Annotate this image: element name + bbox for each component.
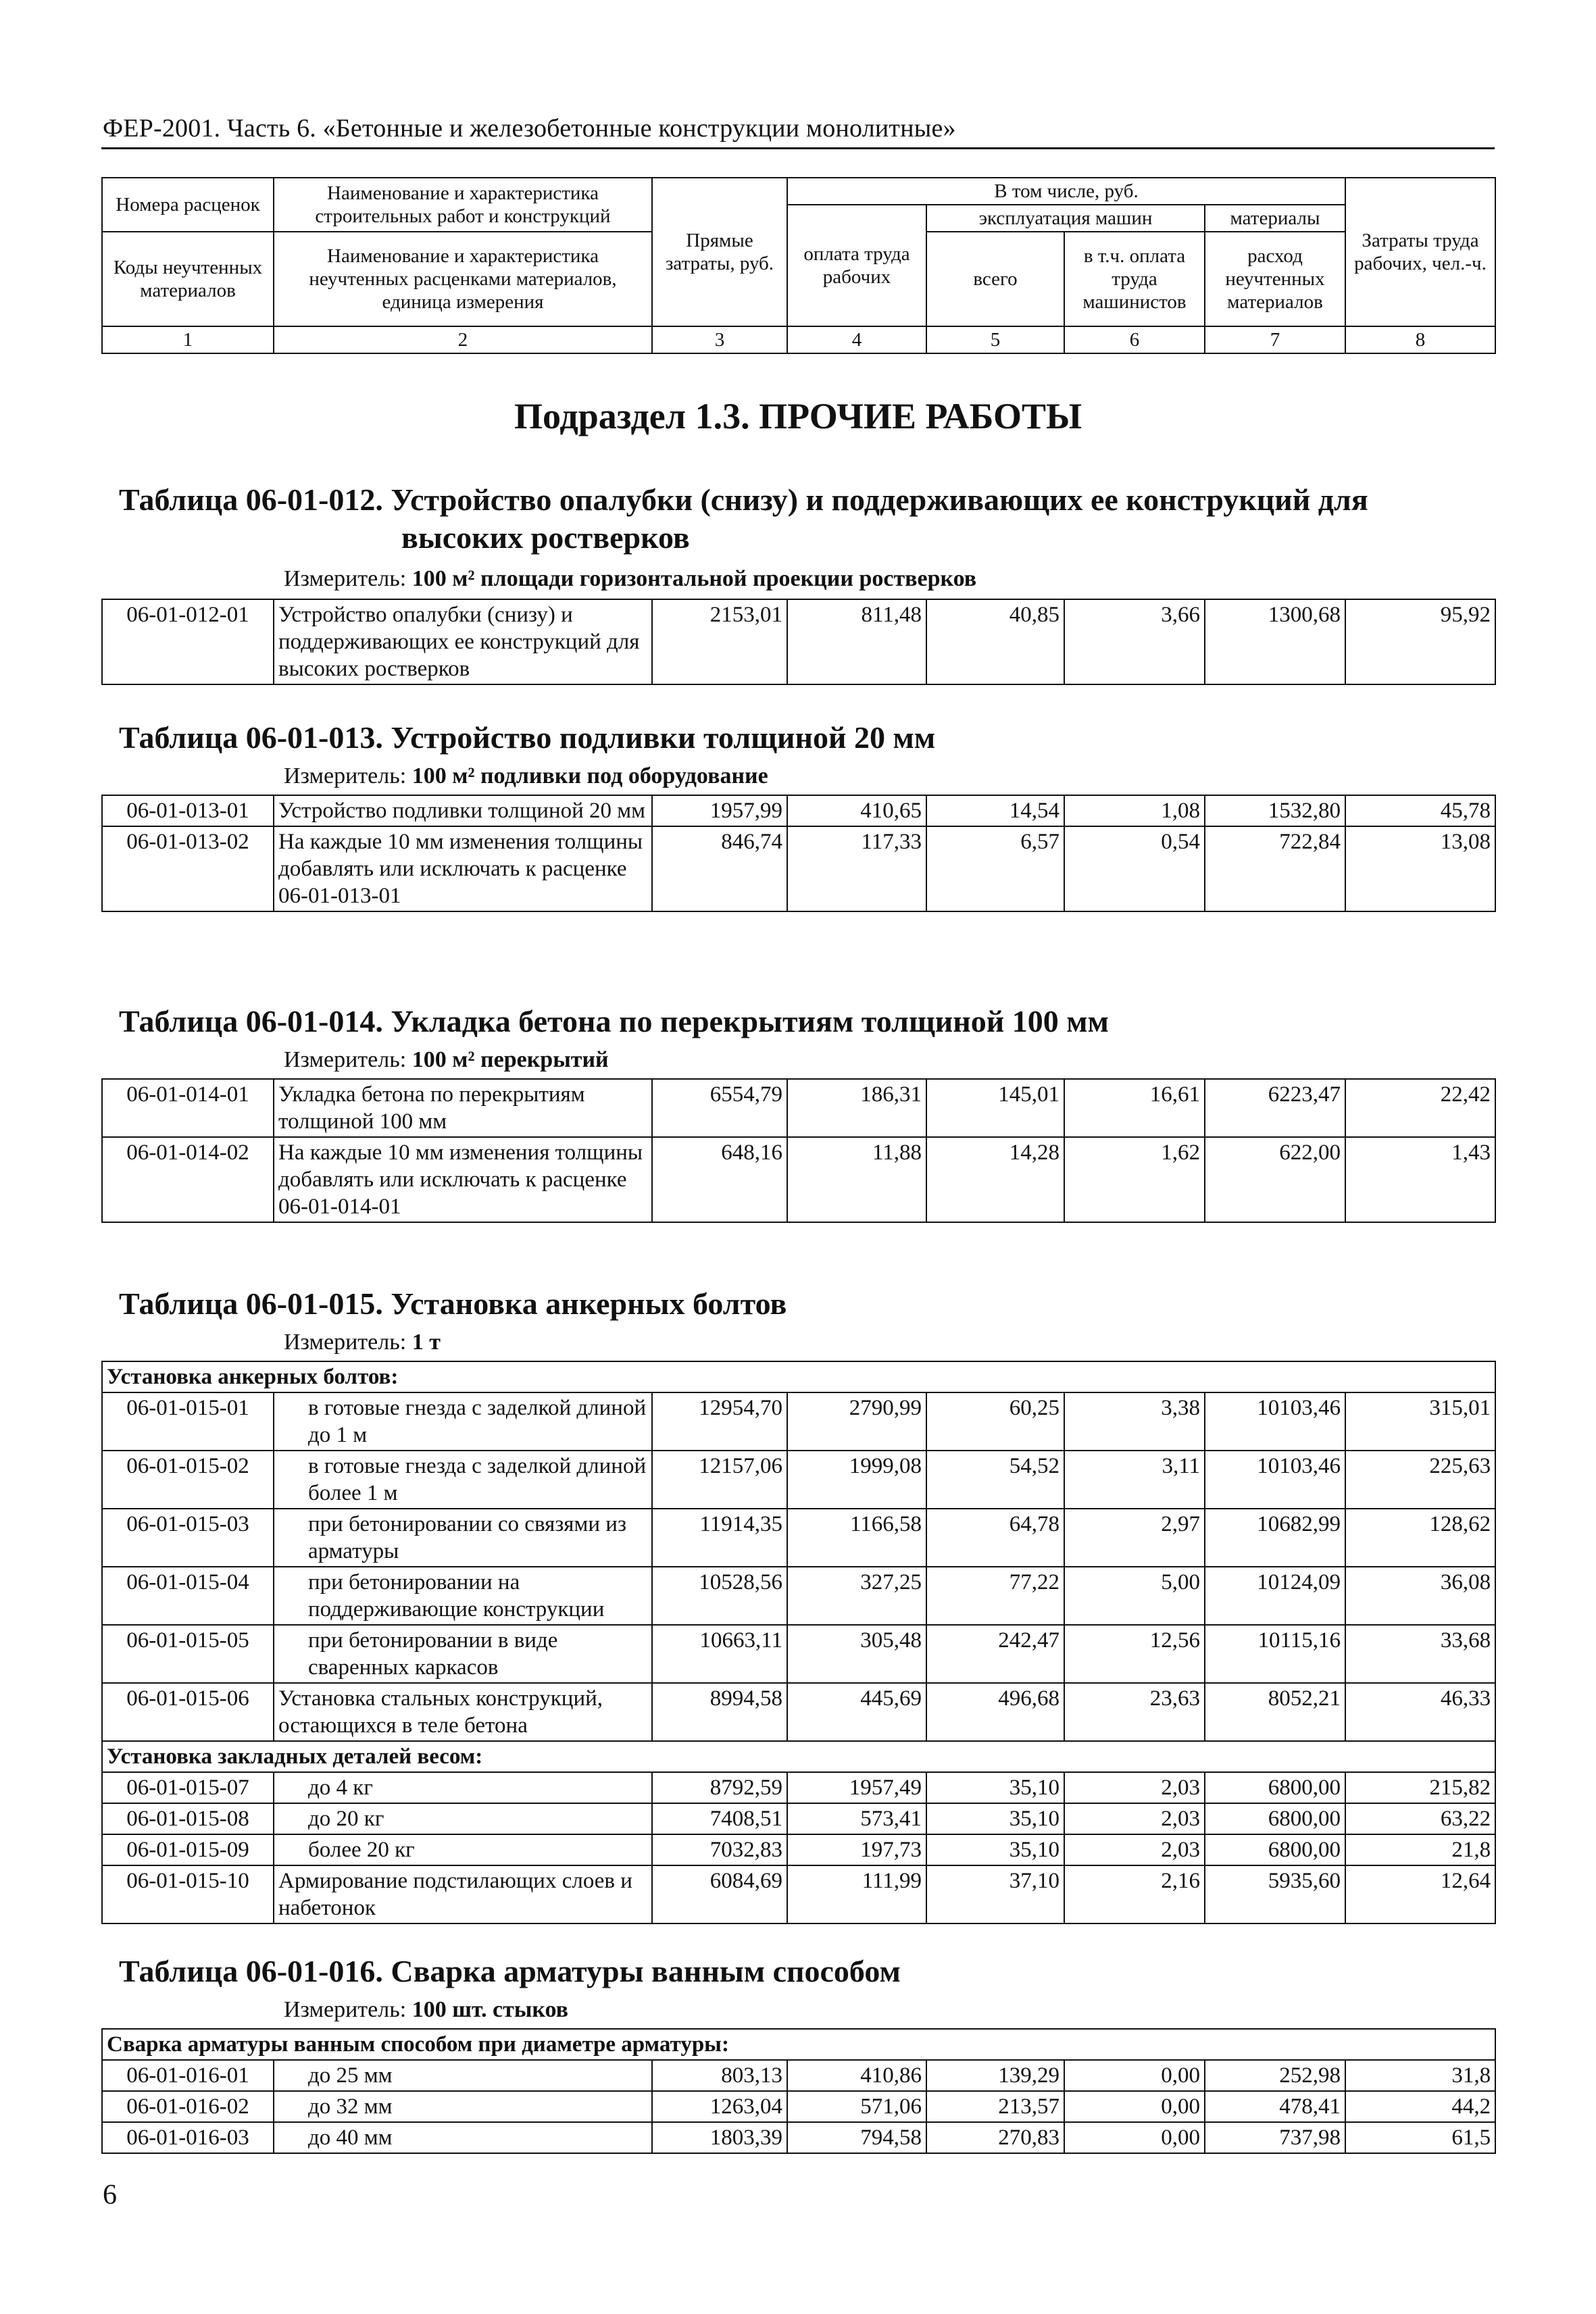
rate-value: 8792,59 xyxy=(652,1772,787,1803)
header-col2-bottom: Наименование и характеристика неучтенных расценками материалов, единица измерения xyxy=(274,232,652,326)
header-col1-bottom: Коды неучтенных материалов xyxy=(102,232,274,326)
rate-value: 197,73 xyxy=(787,1834,926,1865)
rate-code: 06-01-015-03 xyxy=(102,1509,274,1567)
rate-value: 270,83 xyxy=(926,2122,1064,2153)
rate-value: 10682,99 xyxy=(1205,1509,1345,1567)
rate-value: 23,63 xyxy=(1064,1683,1205,1741)
rate-description: На каждые 10 мм изменения толщины добавлять или исключать к расценке 06-01-014-01 xyxy=(274,1137,652,1222)
header-machines: эксплуатация машин xyxy=(926,205,1205,232)
rate-value: 1803,39 xyxy=(652,2122,787,2153)
rate-value: 36,08 xyxy=(1345,1567,1495,1625)
rate-value: 327,25 xyxy=(787,1567,926,1625)
rates-table xyxy=(101,599,1496,685)
table-012 xyxy=(101,599,1495,685)
running-head: ФЕР-2001. Часть 6. «Бетонные и железобетонные конструкции монолитные» xyxy=(103,114,956,143)
rate-value: 11,88 xyxy=(787,1137,926,1222)
table-title-line: высоких ростверков xyxy=(401,520,690,555)
header-col2-top: Наименование и характеристика строительных работ и конструкций xyxy=(274,178,652,232)
page-number: 6 xyxy=(103,2180,117,2211)
rates-table xyxy=(101,2028,1496,2154)
rate-value: 496,68 xyxy=(926,1683,1064,1741)
rate-value: 315,01 xyxy=(1345,1392,1495,1451)
rate-value: 44,2 xyxy=(1345,2091,1495,2122)
rate-value: 2790,99 xyxy=(787,1392,926,1451)
rate-description: Армирование подстилающих слоев и набетонок xyxy=(274,1865,652,1923)
rate-value: 139,29 xyxy=(926,2060,1064,2091)
header-rule xyxy=(101,147,1495,149)
rate-description: Установка стальных конструкций, остающихся в теле бетона xyxy=(274,1683,652,1741)
table-row xyxy=(102,2060,1495,2091)
rate-value: 12,56 xyxy=(1064,1625,1205,1683)
header-group: В том числе, руб. xyxy=(787,178,1345,205)
meter-label: Измеритель: xyxy=(284,1047,407,1072)
rate-value: 0,54 xyxy=(1064,826,1205,911)
rate-value: 571,06 xyxy=(787,2091,926,2122)
table-title-012 xyxy=(119,481,1368,557)
rate-code: 06-01-016-02 xyxy=(102,2091,274,2122)
rates-table xyxy=(101,1361,1496,1924)
table-row xyxy=(102,1625,1495,1683)
rate-value: 213,57 xyxy=(926,2091,1064,2122)
table-row xyxy=(102,1392,1495,1451)
meter-014 xyxy=(284,1047,609,1073)
meter-013 xyxy=(284,763,768,789)
rate-value: 111,99 xyxy=(787,1865,926,1923)
meter-012 xyxy=(284,566,976,592)
table-014 xyxy=(101,1078,1495,1223)
rate-value: 846,74 xyxy=(652,826,787,911)
rate-value: 1,08 xyxy=(1064,795,1205,826)
meter-label: Измеритель: xyxy=(284,566,407,591)
rate-value: 35,10 xyxy=(926,1834,1064,1865)
meter-value: 1 т xyxy=(412,1330,441,1355)
rate-value: 33,68 xyxy=(1345,1625,1495,1683)
rate-value: 35,10 xyxy=(926,1772,1064,1803)
header-col7: расход неучтенных материалов xyxy=(1205,232,1345,326)
table-row xyxy=(102,1834,1495,1865)
rate-value: 305,48 xyxy=(787,1625,926,1683)
table-row xyxy=(102,1683,1495,1741)
rate-description: Устройство подливки толщиной 20 мм xyxy=(274,795,652,826)
rate-code: 06-01-016-01 xyxy=(102,2060,274,2091)
rate-value: 2,03 xyxy=(1064,1772,1205,1803)
rate-value: 40,85 xyxy=(926,599,1064,684)
rate-description: более 20 кг xyxy=(274,1834,652,1865)
rate-value: 6223,47 xyxy=(1205,1079,1345,1137)
rate-value: 8052,21 xyxy=(1205,1683,1345,1741)
column-header-table xyxy=(101,177,1496,354)
rate-code: 06-01-015-05 xyxy=(102,1625,274,1683)
rate-value: 1,62 xyxy=(1064,1137,1205,1222)
header-num: 4 xyxy=(787,326,926,353)
table-row xyxy=(102,1451,1495,1509)
meter-value: 100 м² площади горизонтальной проекции ростверков xyxy=(412,566,977,591)
rate-value: 3,11 xyxy=(1064,1451,1205,1509)
table-title-014: Таблица 06-01-014. Укладка бетона по перекрытиям толщиной 100 мм xyxy=(119,1004,1109,1038)
table-row xyxy=(102,1865,1495,1923)
rate-value: 722,84 xyxy=(1205,826,1345,911)
rate-value: 478,41 xyxy=(1205,2091,1345,2122)
rate-value: 1166,58 xyxy=(787,1509,926,1567)
table-row xyxy=(102,1079,1495,1137)
table-row xyxy=(102,2122,1495,2153)
rate-value: 77,22 xyxy=(926,1567,1064,1625)
rate-value: 10115,16 xyxy=(1205,1625,1345,1683)
rate-description: при бетонировании в виде сваренных каркасов xyxy=(274,1625,652,1683)
rate-code: 06-01-015-09 xyxy=(102,1834,274,1865)
rate-value: 10663,11 xyxy=(652,1625,787,1683)
rate-value: 54,52 xyxy=(926,1451,1064,1509)
rate-value: 1,43 xyxy=(1345,1137,1495,1222)
meter-value: 100 шт. стыков xyxy=(412,1997,569,2022)
rate-code: 06-01-014-02 xyxy=(102,1137,274,1222)
rate-value: 6084,69 xyxy=(652,1865,787,1923)
rate-value: 215,82 xyxy=(1345,1772,1495,1803)
header-col8: Затраты труда рабочих, чел.-ч. xyxy=(1345,178,1495,326)
rate-description: до 20 кг xyxy=(274,1803,652,1834)
table-row xyxy=(102,1803,1495,1834)
rate-value: 45,78 xyxy=(1345,795,1495,826)
rate-value: 95,92 xyxy=(1345,599,1495,684)
rate-code: 06-01-015-04 xyxy=(102,1567,274,1625)
table-row xyxy=(102,599,1495,684)
rate-value: 2,97 xyxy=(1064,1509,1205,1567)
rate-value: 2,03 xyxy=(1064,1834,1205,1865)
rate-value: 16,61 xyxy=(1064,1079,1205,1137)
rate-value: 12954,70 xyxy=(652,1392,787,1451)
rate-value: 410,86 xyxy=(787,2060,926,2091)
rate-description: Укладка бетона по перекрытиям толщиной 100 мм xyxy=(274,1079,652,1137)
rate-value: 12157,06 xyxy=(652,1451,787,1509)
table-title-013: Таблица 06-01-013. Устройство подливки толщиной 20 мм xyxy=(119,720,936,755)
rate-value: 1957,99 xyxy=(652,795,787,826)
rate-description: до 25 мм xyxy=(274,2060,652,2091)
rate-value: 648,16 xyxy=(652,1137,787,1222)
rate-value: 117,33 xyxy=(787,826,926,911)
rate-value: 794,58 xyxy=(787,2122,926,2153)
rate-value: 7032,83 xyxy=(652,1834,787,1865)
rate-value: 0,00 xyxy=(1064,2122,1205,2153)
rate-value: 21,8 xyxy=(1345,1834,1495,1865)
rate-description: до 40 мм xyxy=(274,2122,652,2153)
rate-value: 225,63 xyxy=(1345,1451,1495,1509)
header-num: 7 xyxy=(1205,326,1345,353)
rate-description: до 4 кг xyxy=(274,1772,652,1803)
header-num: 3 xyxy=(652,326,787,353)
table-row xyxy=(102,1509,1495,1567)
rate-value: 14,54 xyxy=(926,795,1064,826)
rate-code: 06-01-015-01 xyxy=(102,1392,274,1451)
rate-value: 6,57 xyxy=(926,826,1064,911)
table-row xyxy=(102,2091,1495,2122)
rate-value: 445,69 xyxy=(787,1683,926,1741)
rate-value: 0,00 xyxy=(1064,2091,1205,2122)
rate-value: 13,08 xyxy=(1345,826,1495,911)
table-row xyxy=(102,1567,1495,1625)
rate-value: 1300,68 xyxy=(1205,599,1345,684)
header-num: 5 xyxy=(926,326,1064,353)
rate-value: 410,65 xyxy=(787,795,926,826)
rate-code: 06-01-013-01 xyxy=(102,795,274,826)
rate-value: 6554,79 xyxy=(652,1079,787,1137)
rate-description: до 32 мм xyxy=(274,2091,652,2122)
rate-value: 63,22 xyxy=(1345,1803,1495,1834)
rate-value: 8994,58 xyxy=(652,1683,787,1741)
meter-value: 100 м² подливки под оборудование xyxy=(412,763,768,788)
rates-table xyxy=(101,795,1496,912)
rate-value: 803,13 xyxy=(652,2060,787,2091)
table-subheading: Установка закладных деталей весом: xyxy=(102,1741,1495,1772)
rate-value: 6800,00 xyxy=(1205,1772,1345,1803)
rate-value: 37,10 xyxy=(926,1865,1064,1923)
rate-value: 61,5 xyxy=(1345,2122,1495,2153)
rate-value: 6800,00 xyxy=(1205,1834,1345,1865)
table-subheading-row xyxy=(102,2029,1495,2060)
table-row xyxy=(102,795,1495,826)
rate-value: 46,33 xyxy=(1345,1683,1495,1741)
rate-value: 737,98 xyxy=(1205,2122,1345,2153)
rate-description: Устройство опалубки (снизу) и поддерживающих ее конструкций для высоких ростверков xyxy=(274,599,652,684)
header-col3: Прямые затраты, руб. xyxy=(652,178,787,326)
header-col1-top: Номера расценок xyxy=(102,178,274,232)
rate-value: 2,03 xyxy=(1064,1803,1205,1834)
meter-label: Измеритель: xyxy=(284,1330,407,1355)
rate-value: 145,01 xyxy=(926,1079,1064,1137)
table-subheading-row xyxy=(102,1361,1495,1392)
table-title-line: Таблица 06-01-012. Устройство опалубки (снизу) и поддерживающих ее конструкций для xyxy=(119,482,1368,517)
rate-value: 128,62 xyxy=(1345,1509,1495,1567)
rate-code: 06-01-013-02 xyxy=(102,826,274,911)
rate-description: в готовые гнезда с заделкой длиной до 1 м xyxy=(274,1392,652,1451)
rate-value: 10103,46 xyxy=(1205,1451,1345,1509)
rate-value: 2,16 xyxy=(1064,1865,1205,1923)
meter-value: 100 м² перекрытий xyxy=(412,1047,609,1072)
rate-code: 06-01-012-01 xyxy=(102,599,274,684)
table-013 xyxy=(101,795,1495,912)
meter-015 xyxy=(284,1330,441,1355)
rate-code: 06-01-015-10 xyxy=(102,1865,274,1923)
rate-value: 3,38 xyxy=(1064,1392,1205,1451)
header-col5: всего xyxy=(926,232,1064,326)
rate-value: 811,48 xyxy=(787,599,926,684)
rates-table xyxy=(101,1078,1496,1223)
rate-value: 0,00 xyxy=(1064,2060,1205,2091)
header-col4: оплата труда рабочих xyxy=(787,205,926,326)
meter-label: Измеритель: xyxy=(284,1997,407,2022)
rate-value: 64,78 xyxy=(926,1509,1064,1567)
rate-value: 10103,46 xyxy=(1205,1392,1345,1451)
rate-description: при бетонировании на поддерживающие конструкции xyxy=(274,1567,652,1625)
table-title-015: Таблица 06-01-015. Установка анкерных болтов xyxy=(119,1286,787,1321)
rate-value: 6800,00 xyxy=(1205,1803,1345,1834)
header-num: 6 xyxy=(1064,326,1205,353)
rate-value: 10124,09 xyxy=(1205,1567,1345,1625)
rate-value: 242,47 xyxy=(926,1625,1064,1683)
header-col6: в т.ч. оплата труда машинистов xyxy=(1064,232,1205,326)
rate-description: в готовые гнезда с заделкой длиной более 1 м xyxy=(274,1451,652,1509)
rate-value: 22,42 xyxy=(1345,1079,1495,1137)
rate-code: 06-01-014-01 xyxy=(102,1079,274,1137)
rate-value: 5,00 xyxy=(1064,1567,1205,1625)
rate-code: 06-01-016-03 xyxy=(102,2122,274,2153)
header-materials: материалы xyxy=(1205,205,1345,232)
rate-value: 12,64 xyxy=(1345,1865,1495,1923)
rate-code: 06-01-015-06 xyxy=(102,1683,274,1741)
rate-value: 1957,49 xyxy=(787,1772,926,1803)
rate-code: 06-01-015-08 xyxy=(102,1803,274,1834)
rate-code: 06-01-015-07 xyxy=(102,1772,274,1803)
table-016 xyxy=(101,2028,1495,2154)
table-subheading-row xyxy=(102,1741,1495,1772)
header-num: 1 xyxy=(102,326,274,353)
rate-value: 60,25 xyxy=(926,1392,1064,1451)
header-number-row xyxy=(102,326,1495,353)
table-subheading: Сварка арматуры ванным способом при диаметре арматуры: xyxy=(102,2029,1495,2060)
table-title-016: Таблица 06-01-016. Сварка арматуры ванным способом xyxy=(119,1954,901,1988)
rate-value: 14,28 xyxy=(926,1137,1064,1222)
table-subheading: Установка анкерных болтов: xyxy=(102,1361,1495,1392)
rate-description: На каждые 10 мм изменения толщины добавлять или исключать к расценке 06-01-013-01 xyxy=(274,826,652,911)
rate-value: 7408,51 xyxy=(652,1803,787,1834)
rate-value: 10528,56 xyxy=(652,1567,787,1625)
meter-016 xyxy=(284,1997,568,2023)
section-title: Подраздел 1.3. ПРОЧИЕ РАБОТЫ xyxy=(514,396,1082,436)
rate-value: 5935,60 xyxy=(1205,1865,1345,1923)
rate-value: 573,41 xyxy=(787,1803,926,1834)
rate-description: при бетонировании со связями из арматуры xyxy=(274,1509,652,1567)
table-row xyxy=(102,1137,1495,1222)
rate-value: 31,8 xyxy=(1345,2060,1495,2091)
rate-value: 1532,80 xyxy=(1205,795,1345,826)
rate-value: 622,00 xyxy=(1205,1137,1345,1222)
header-num: 8 xyxy=(1345,326,1495,353)
rate-value: 35,10 xyxy=(926,1803,1064,1834)
header-num: 2 xyxy=(274,326,652,353)
rate-code: 06-01-015-02 xyxy=(102,1451,274,1509)
meter-label: Измеритель: xyxy=(284,763,407,788)
table-015 xyxy=(101,1361,1495,1924)
rate-value: 1999,08 xyxy=(787,1451,926,1509)
table-row xyxy=(102,1772,1495,1803)
rate-value: 11914,35 xyxy=(652,1509,787,1567)
rate-value: 1263,04 xyxy=(652,2091,787,2122)
rate-value: 2153,01 xyxy=(652,599,787,684)
rate-value: 252,98 xyxy=(1205,2060,1345,2091)
rate-value: 186,31 xyxy=(787,1079,926,1137)
table-row xyxy=(102,826,1495,911)
rate-value: 3,66 xyxy=(1064,599,1205,684)
